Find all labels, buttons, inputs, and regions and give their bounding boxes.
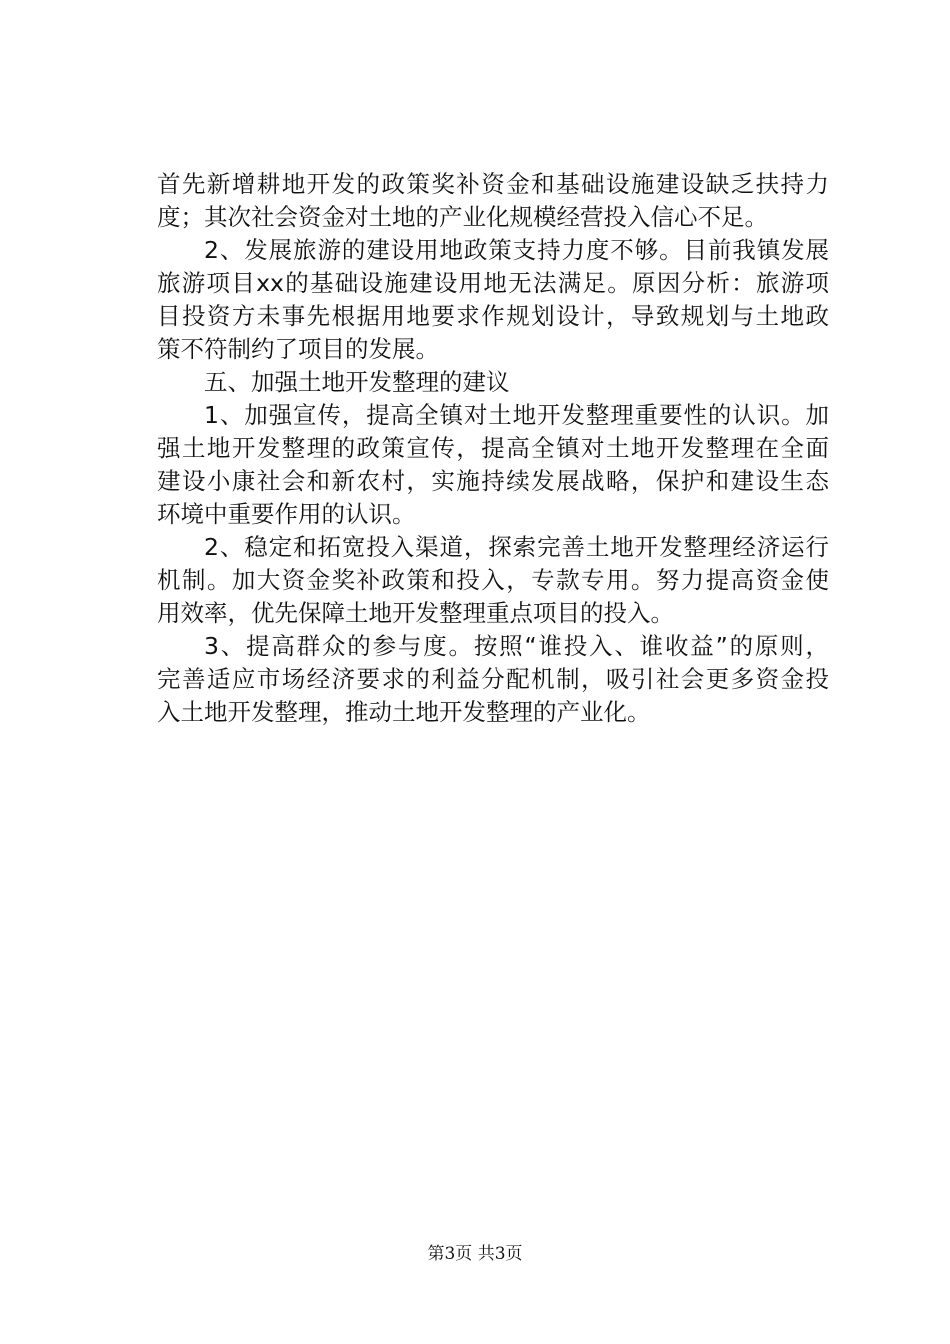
page-number-footer: 第3页 共3页 [427, 1244, 523, 1264]
document-body [157, 168, 829, 729]
section-heading: 五、加强土地开发整理的建议 [204, 368, 510, 396]
text-line: 用效率，优先保障土地开发整理重点项目的投入。 [157, 599, 674, 627]
text-line: 2、稳定和拓宽投入渠道，探索完善土地开发整理经济运行 [204, 533, 829, 561]
text-line: 目投资方未事先根据用地要求作规划设计，导致规划与土地政 [157, 302, 829, 330]
text-line: 策不符制约了项目的发展。 [157, 335, 439, 363]
text-line: 完善适应市场经济要求的利益分配机制，吸引社会更多资金投 [157, 665, 829, 693]
text-line: 强土地开发整理的政策宣传，提高全镇对土地开发整理在全面 [157, 434, 829, 462]
text-line: 首先新增耕地开发的政策奖补资金和基础设施建设缺乏扶持力 [157, 170, 829, 198]
text-line: 1、加强宣传，提高全镇对土地开发整理重要性的认识。加 [204, 401, 829, 429]
text-line: 度；其次社会资金对土地的产业化规模经营投入信心不足。 [157, 203, 768, 231]
text-line: 建设小康社会和新农村，实施持续发展战略，保护和建设生态 [157, 467, 829, 495]
text-line: 环境中重要作用的认识。 [157, 500, 416, 528]
text-line: 3、提高群众的参与度。按照“谁投入、谁收益”的原则， [204, 632, 829, 660]
text-line: 机制。加大资金奖补政策和投入，专款专用。努力提高资金使 [157, 566, 829, 594]
text-line: 入土地开发整理，推动土地开发整理的产业化。 [157, 698, 651, 726]
text-line: 旅游项目xx的基础设施建设用地无法满足。原因分析：旅游项 [157, 269, 829, 297]
text-line: 2、发展旅游的建设用地政策支持力度不够。目前我镇发展 [204, 236, 829, 264]
